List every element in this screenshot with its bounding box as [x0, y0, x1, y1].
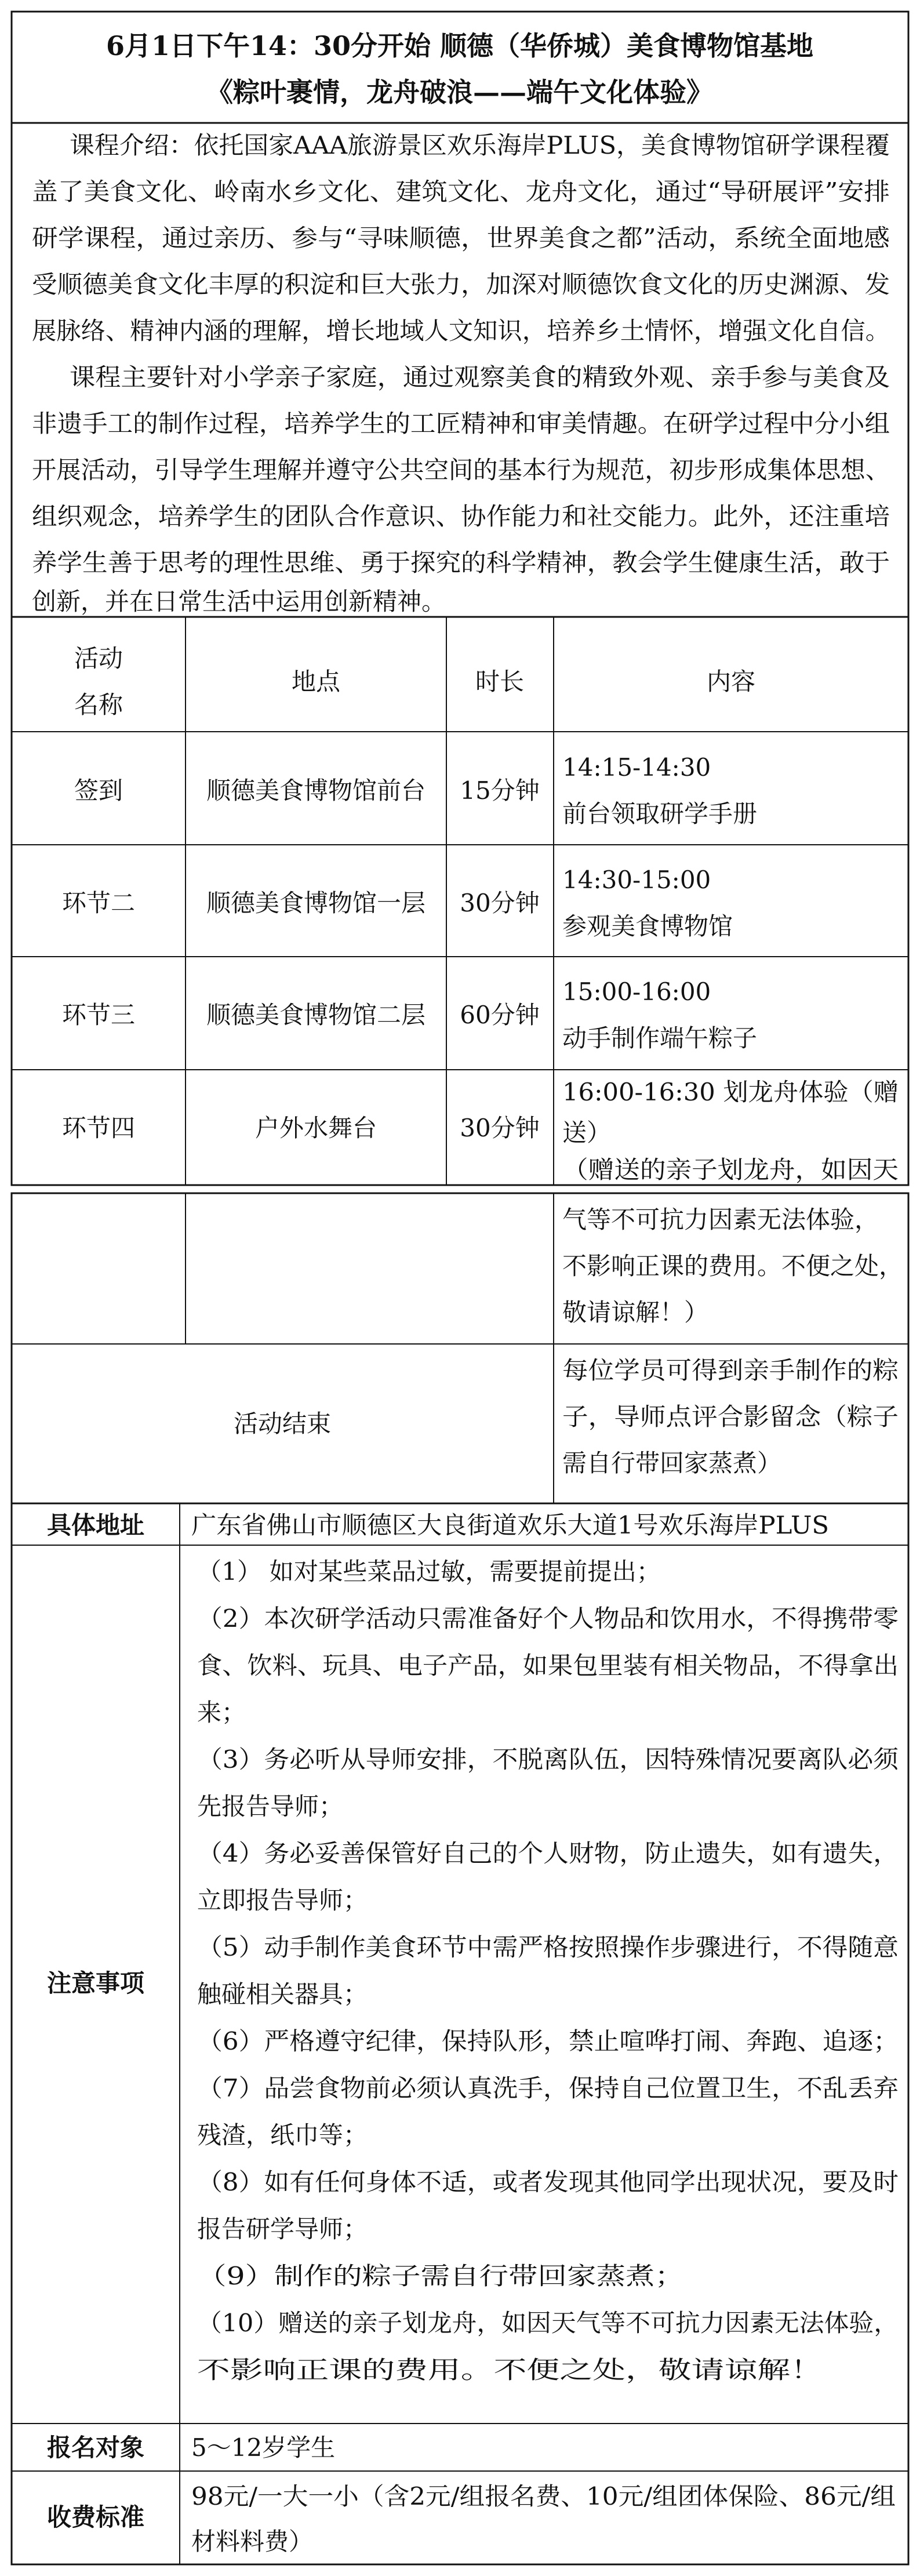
activity-duration: 15分钟	[460, 776, 540, 805]
schedule-row	[62, 1078, 899, 1184]
note-line: 报告研学导师；	[197, 2215, 368, 2243]
activity-content: 需自行带回家蒸煮）	[562, 1449, 782, 1477]
note-line: （8）如有任何身体不适，或者发现其他同学出现状况，要及时	[197, 2168, 899, 2196]
fee-row	[47, 2482, 896, 2556]
header-activity-name: 名称	[74, 691, 123, 719]
activity-content: 不影响正课的费用。不便之处，	[562, 1252, 904, 1280]
address-value: 广东省佛山市顺德区大良街道欢乐大道1号欢乐海岸PLUS	[191, 1511, 829, 1539]
fee-label: 收费标准	[46, 2503, 145, 2531]
note-line: （7）品尝食物前必须认真洗手，保持自己位置卫生，不乱丢弃	[197, 2074, 899, 2102]
note-line: （3）务必听从导师安排，不脱离队伍，因特殊情况要离队必须	[197, 1745, 900, 1774]
info-table	[12, 1503, 908, 2564]
activity-name: 环节三	[61, 1001, 136, 1029]
activity-content: （赠送的亲子划龙舟，如因天	[562, 1156, 899, 1184]
activity-content: 16:00-16:30 划龙舟体验（赠	[562, 1078, 899, 1106]
intro-line: 组织观念，培养学生的团队合作意识、协作能力和社交能力。此外，还注重培	[32, 502, 890, 531]
note-line: 触碰相关器具；	[197, 1980, 368, 2008]
address-label: 具体地址	[46, 1511, 145, 1539]
header-activity-name: 活动	[74, 644, 123, 673]
activity-duration: 30分钟	[460, 889, 540, 917]
activity-content: 14:15-14:30	[562, 753, 711, 782]
fee-value: 98元/一大一小（含2元/组报名费、10元/组团体保险、86元/组	[191, 2482, 896, 2510]
audience-label: 报名对象	[46, 2433, 145, 2462]
intro-line: 课程介绍：依托国家AAA旅游景区欢乐海岸PLUS，美食博物馆研学课程覆	[70, 131, 890, 159]
address-row	[47, 1511, 829, 1539]
audience-value: 5～12岁学生	[191, 2433, 336, 2462]
note-line: （1） 如对某些菜品过敏，需要提前提出；	[197, 1557, 661, 1586]
note-line: 食、饮料、玩具、电子产品，如果包里装有相关物品，不得拿出	[197, 1651, 899, 1680]
schedule-table-continued	[12, 1193, 908, 1503]
schedule-row	[62, 978, 757, 1052]
activity-content: 气等不可抗力因素无法体验，	[562, 1205, 879, 1234]
schedule-row-continuation	[562, 1205, 903, 1327]
event-time-venue: 6月1日下午14：30分开始 顺德（华侨城）美食博物馆基地	[106, 30, 814, 61]
activity-content: 参观美食博物馆	[562, 912, 733, 940]
note-line: （9）制作的粽子需自行带回家蒸煮；	[197, 2262, 684, 2290]
activity-name: 签到	[74, 776, 123, 805]
intro-line: 开展活动，引导学生理解并遵守公共空间的基本行为规范，初步形成集体思想、	[32, 456, 890, 484]
activity-content: 15:00-16:00	[562, 978, 711, 1006]
notes-label: 注意事项	[46, 1969, 145, 1997]
intro-line: 养学生善于思考的理性思维、勇于探究的科学精神，教会学生健康生活，敢于	[32, 548, 890, 577]
activity-name: 环节二	[61, 889, 136, 917]
schedule-table	[12, 617, 908, 1185]
note-line: （10）赠送的亲子划龙舟，如因天气等不可抗力因素无法体验，	[197, 2309, 899, 2337]
header-block	[12, 12, 908, 123]
activity-place: 户外水舞台	[254, 1114, 377, 1142]
activity-content: 每位学员可得到亲手制作的粽	[562, 1356, 900, 1385]
intro-line: 创新，并在日常生活中运用创新精神。	[32, 587, 446, 616]
activity-content: 子，导师点评合影留念（粽子	[562, 1403, 899, 1431]
audience-row	[47, 2433, 335, 2462]
intro-line: 盖了美食文化、岭南水乡文化、建筑文化、龙舟文化，通过“导研展评”安排	[32, 177, 890, 206]
course-title: 《粽叶裹情，龙舟破浪——端午文化体验》	[206, 77, 713, 108]
activity-duration: 30分钟	[460, 1114, 540, 1142]
activity-content: 前台领取研学手册	[562, 800, 758, 828]
activity-name: 环节四	[61, 1114, 136, 1142]
schedule-end-row	[234, 1356, 899, 1477]
header-content: 内容	[706, 667, 756, 696]
schedule-header-row	[74, 644, 755, 719]
note-line: （2）本次研学活动只需准备好个人物品和饮用水，不得携带零	[197, 1604, 899, 1633]
schedule-row	[74, 753, 757, 828]
intro-line: 非遗手工的制作过程，培养学生的工匠精神和审美情趣。在研学过程中分小组	[32, 409, 890, 438]
intro-line: 研学课程，通过亲历、参与“寻味顺德，世界美食之都”活动，系统全面地感	[32, 224, 890, 252]
activity-duration: 60分钟	[460, 1001, 540, 1029]
activity-content: 14:30-15:00	[562, 866, 711, 894]
activity-content: 送）	[562, 1118, 612, 1147]
note-line: 不影响正课的费用。不便之处，敬请谅解！	[197, 2356, 823, 2384]
activity-place: 顺德美食博物馆二层	[206, 1001, 426, 1029]
intro-line: 展脉络、精神内涵的理解，增长地域人文知识，培养乡土情怀，增强文化自信。	[32, 317, 890, 345]
note-line: （4）务必妥善保管好自己的个人财物，防止遗失，如有遗失，	[197, 1839, 899, 1867]
activity-place: 顺德美食博物馆前台	[206, 776, 426, 805]
schedule-row	[62, 866, 733, 940]
note-line: 立即报告导师；	[197, 1886, 368, 1914]
intro-line: 受顺德美食文化丰厚的积淀和巨大张力，加深对顺德饮食文化的历史渊源、发	[32, 270, 890, 299]
activity-content: 敬请谅解！）	[562, 1298, 709, 1327]
note-line: 来；	[197, 1698, 246, 1727]
header-duration: 时长	[475, 667, 525, 696]
activity-end-label: 活动结束	[233, 1409, 332, 1438]
note-line: （6）严格遵守纪律，保持队形，禁止喧哗打闹、奔跑、追逐；	[197, 2027, 899, 2055]
activity-content: 动手制作端午粽子	[562, 1024, 758, 1052]
note-line: 残渣，纸巾等；	[197, 2121, 368, 2149]
note-line: 先报告导师；	[197, 1792, 344, 1821]
course-intro	[12, 123, 908, 617]
notes-row	[47, 1557, 899, 2384]
fee-value: 材料料费）	[191, 2527, 314, 2556]
header-place: 地点	[291, 667, 341, 696]
intro-line: 课程主要针对小学亲子家庭，通过观察美食的精致外观、亲手参与美食及	[70, 363, 890, 391]
activity-place: 顺德美食博物馆一层	[206, 889, 426, 917]
note-line: （5）动手制作美食环节中需严格按照操作步骤进行，不得随意	[197, 1933, 899, 1961]
